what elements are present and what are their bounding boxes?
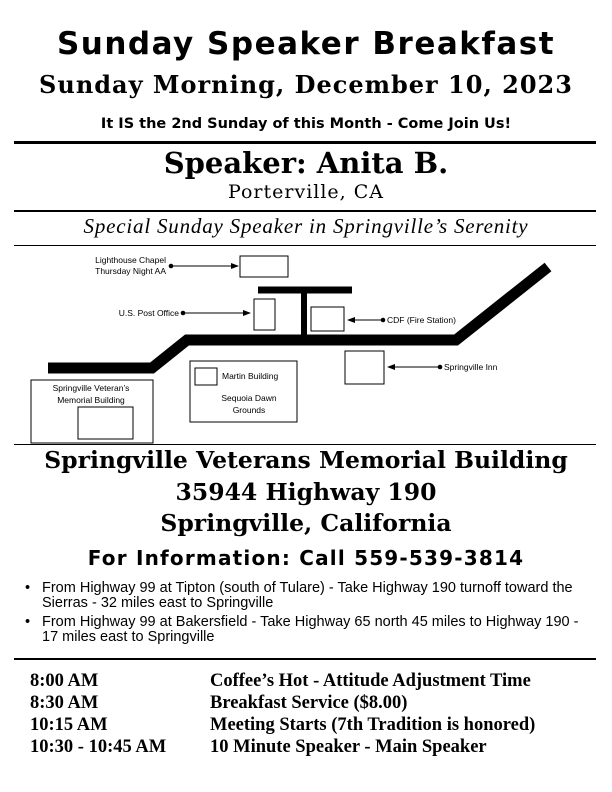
post-office-label: U.S. Post Office <box>118 308 179 318</box>
lighthouse-chapel-box <box>240 256 288 277</box>
divider <box>14 658 596 660</box>
veterans-label: Memorial Building <box>57 395 125 405</box>
venue-name: Springville Veterans Memorial Building <box>44 446 568 474</box>
divider <box>14 141 596 144</box>
arrow-head <box>231 263 239 269</box>
schedule-row <box>30 714 605 736</box>
schedule-row <box>30 736 605 758</box>
list-item: • From Highway 99 at Tipton (south of Tulare) - Take Highway 190 turnoff toward the Sierras - 32 miles east to Springville <box>25 580 573 611</box>
sequoia-label: Sequoia Dawn <box>221 393 277 403</box>
schedule-time: 10:30 - 10:45 AM <box>30 737 167 757</box>
veterans-building-box <box>78 407 133 439</box>
divider <box>14 210 596 212</box>
schedule-time: 10:15 AM <box>30 715 108 735</box>
springville-inn-label: Springville Inn <box>444 362 498 372</box>
arrow-head <box>347 317 355 323</box>
monthly-notice: It IS the 2nd Sunday of this Month - Come Join Us! <box>100 116 512 132</box>
directions-list <box>22 581 597 649</box>
info-phone: For Information: Call 559-539-3814 <box>87 546 525 570</box>
schedule-desc: Breakfast Service ($8.00) <box>210 693 408 713</box>
arrow-head <box>387 364 395 370</box>
schedule-desc: Meeting Starts (7th Tradition is honored) <box>210 715 536 735</box>
cdf-box <box>311 307 344 331</box>
post-office-box <box>254 299 275 330</box>
schedule-time: 8:00 AM <box>30 671 99 691</box>
schedule-row <box>30 670 605 692</box>
speaker-city: Porterville, CA <box>227 181 385 203</box>
speaker-name: Speaker: Anita B. <box>163 146 449 180</box>
sequoia-label: Grounds <box>232 405 266 415</box>
cdf-label: CDF (Fire Station) <box>387 315 456 325</box>
schedule-row <box>30 692 605 714</box>
springville-inn-box <box>345 351 384 384</box>
schedule-desc: 10 Minute Speaker - Main Speaker <box>210 737 487 757</box>
martin-label: Martin Building <box>222 371 279 381</box>
flyer-title: Sunday Speaker Breakfast <box>56 26 556 62</box>
veterans-label: Springville Veteran’s <box>52 383 130 393</box>
list-item: • From Highway 99 at Bakersfield - Take Highway 65 north 45 miles to Highway 190 - 17 miles east to Springville <box>25 614 579 645</box>
lighthouse-label: Thursday Night AA <box>95 266 166 276</box>
venue-city: Springville, California <box>160 509 452 537</box>
lighthouse-label: Lighthouse Chapel <box>95 255 166 265</box>
schedule-desc: Coffee’s Hot - Attitude Adjustment Time <box>210 671 531 691</box>
location-map <box>0 246 612 446</box>
martin-building-box <box>195 368 217 385</box>
arrow-head <box>243 310 251 316</box>
event-date: Sunday Morning, December 10, 2023 <box>39 70 573 99</box>
schedule-time: 8:30 AM <box>30 693 99 713</box>
venue-street: 35944 Highway 190 <box>175 478 437 506</box>
speaker-tagline: Special Sunday Speaker in Springville’s Serenity <box>83 214 529 238</box>
